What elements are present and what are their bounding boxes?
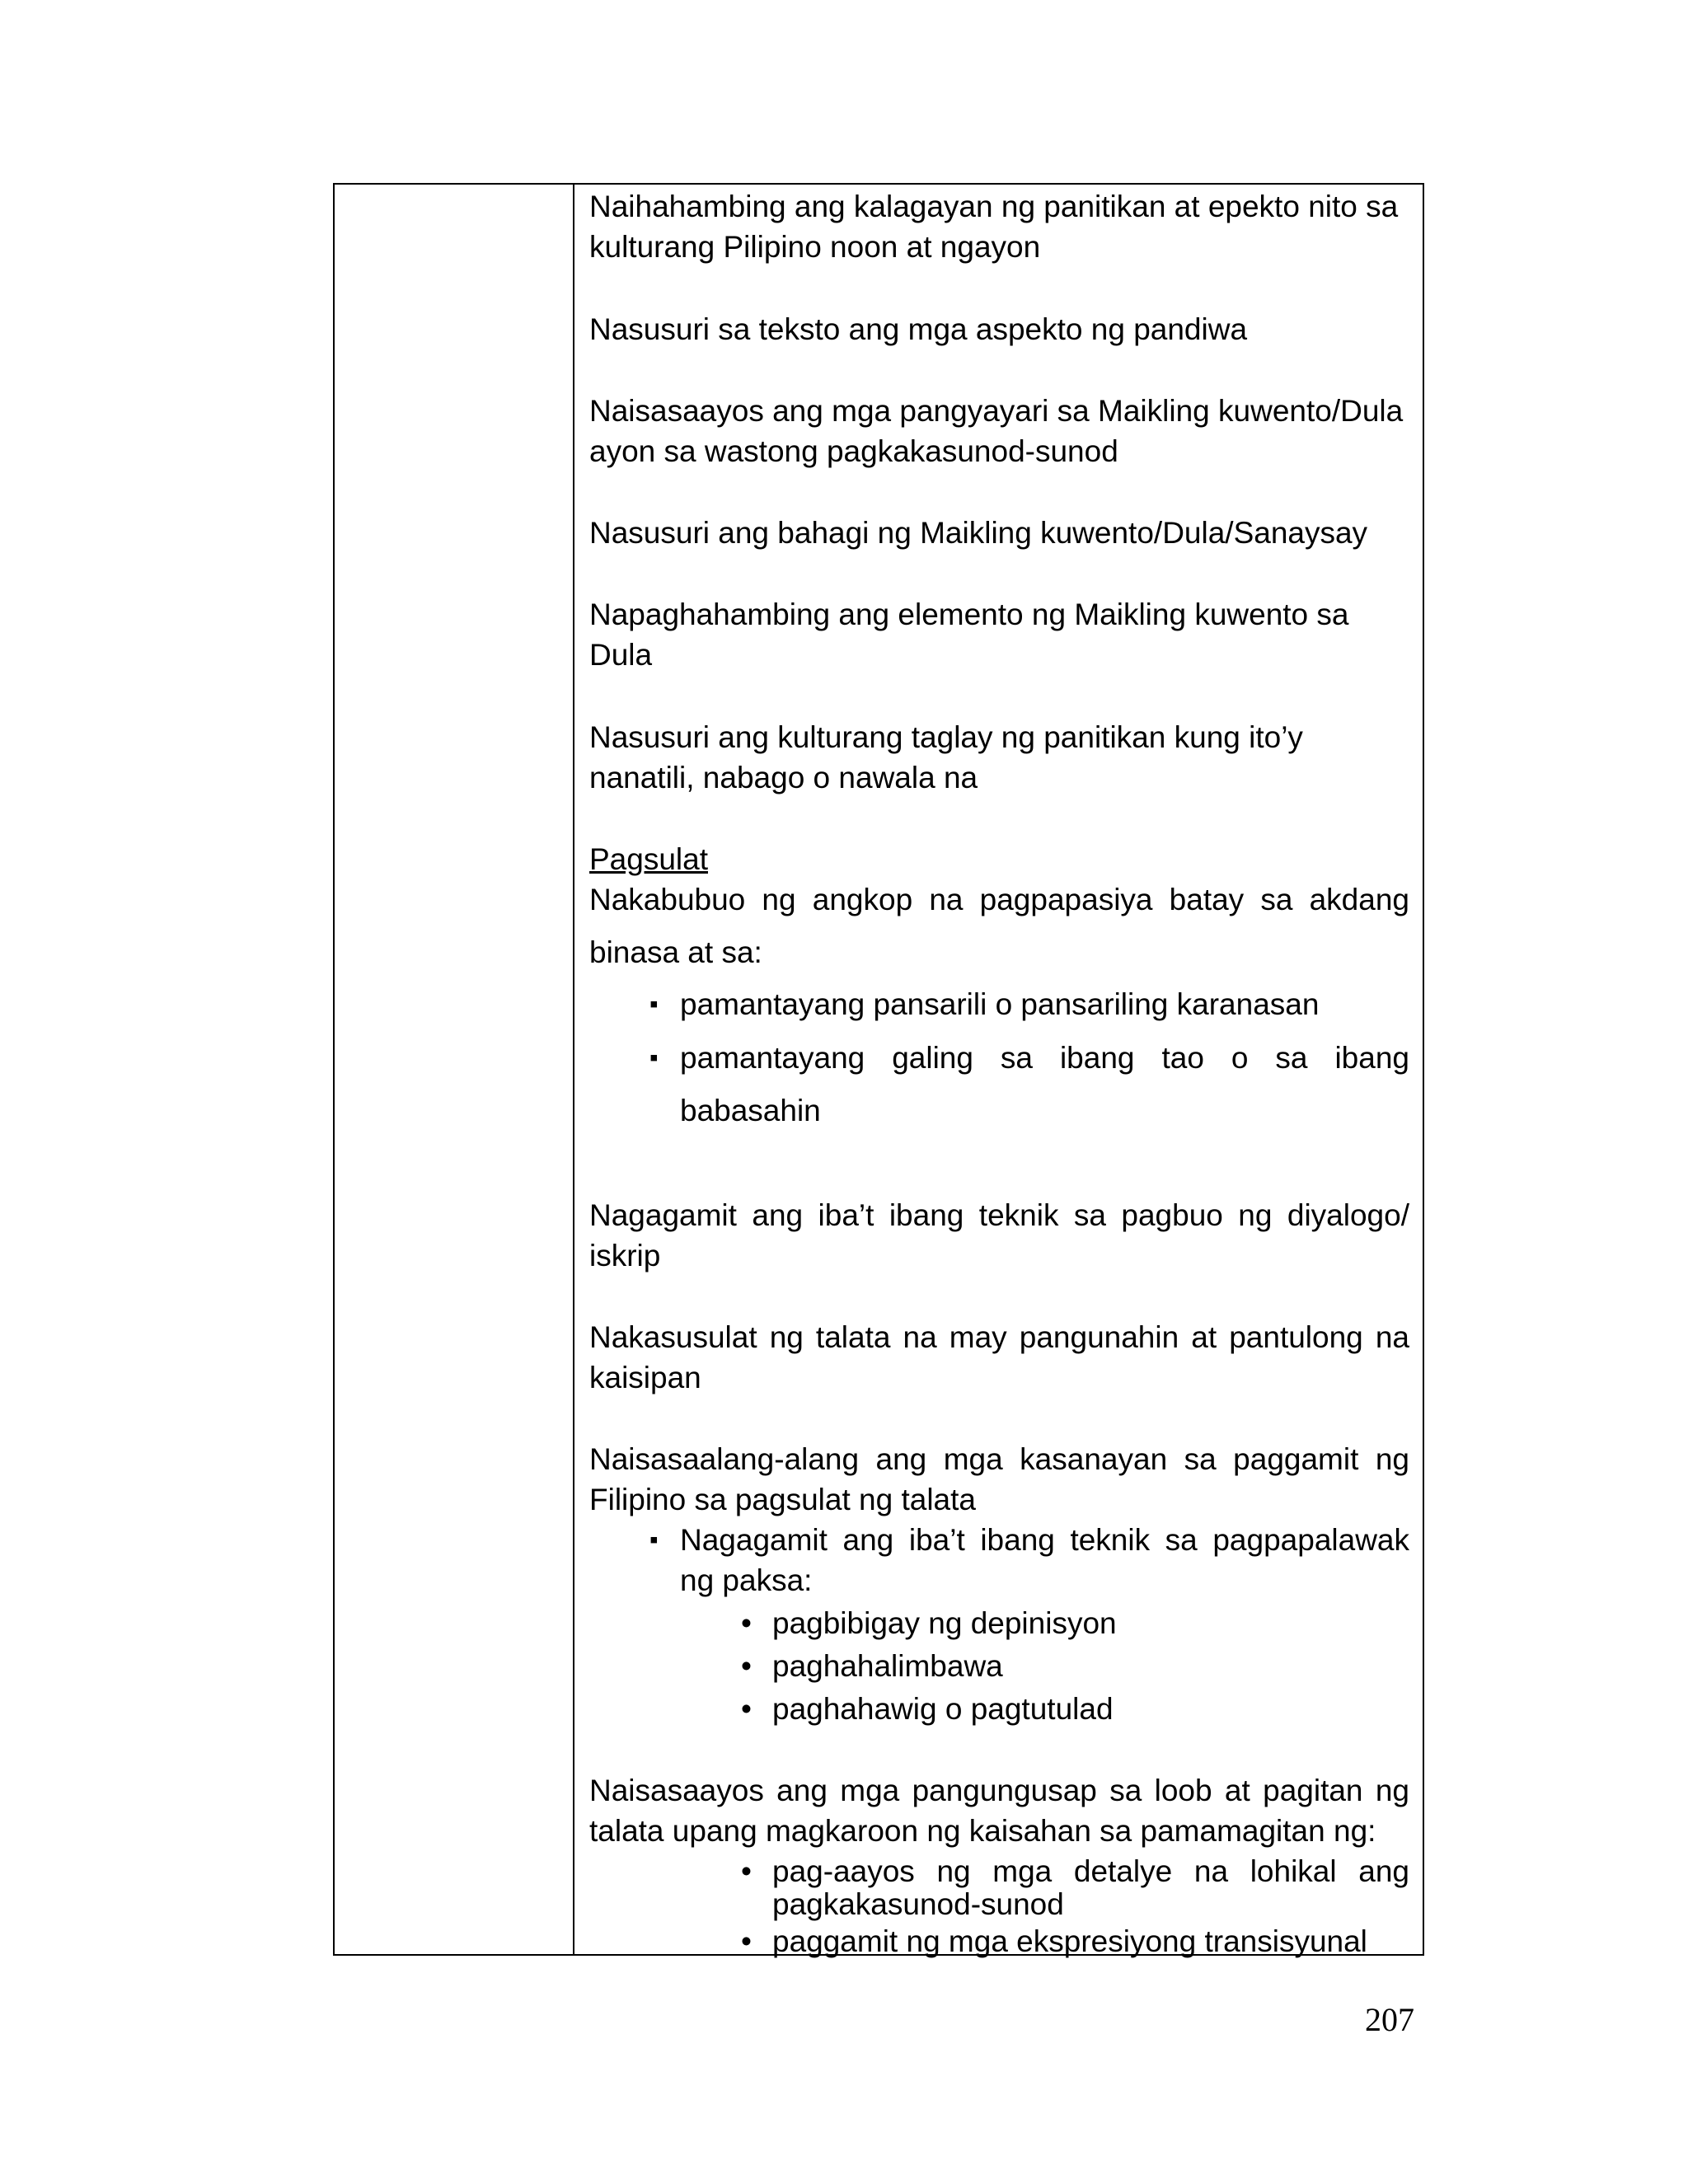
competency-line: Nasusuri sa teksto ang mga aspekto ng pandiwa bbox=[589, 312, 1248, 346]
competency-line: binasa at sa: bbox=[589, 935, 762, 969]
section-heading-pagsulat: Pagsulat bbox=[589, 842, 708, 876]
bullet-item: Nagagamit ang iba’t ibang teknik sa pagpapalawak bbox=[680, 1523, 1409, 1557]
square-bullet-icon: ▪ bbox=[649, 1526, 659, 1554]
round-bullet-icon: • bbox=[741, 1924, 752, 1958]
round-bullet-icon: • bbox=[741, 1606, 752, 1640]
competency-line: iskrip bbox=[589, 1239, 661, 1272]
competency-line: Nakasusulat ng talata na may pangunahin at pantulong na bbox=[589, 1320, 1409, 1354]
competency-line: Naisasaalang-alang ang mga kasanayan sa paggamit ng bbox=[589, 1442, 1409, 1476]
competency-line: Naisasaayos ang mga pangungusap sa loob at pagitan ng bbox=[589, 1774, 1409, 1807]
bullet-item: pamantayang pansarili o pansariling karanasan bbox=[680, 987, 1320, 1021]
competency-line: Nasusuri ang bahagi ng Maikling kuwento/Dula/Sanaysay bbox=[589, 516, 1368, 550]
round-bullet-icon: • bbox=[741, 1692, 752, 1726]
bullet-item: pamantayang galing sa ibang tao o sa ibang bbox=[680, 1041, 1409, 1075]
competency-line: Nagagamit ang iba’t ibang teknik sa pagbuo ng diyalogo/ bbox=[589, 1198, 1409, 1232]
table-right-column bbox=[574, 185, 1423, 1958]
competency-line: Nasusuri ang kulturang taglay ng panitikan kung ito’y bbox=[589, 720, 1303, 754]
table-left-column bbox=[335, 185, 574, 1954]
bullet-item: ng paksa: bbox=[680, 1563, 813, 1597]
competency-line: kulturang Pilipino noon at ngayon bbox=[589, 230, 1041, 264]
competency-line: nanatili, nabago o nawala na bbox=[589, 761, 978, 794]
bullet-item: babasahin bbox=[680, 1094, 821, 1127]
sub-bullet-item: pagkakasunod-sunod bbox=[772, 1887, 1064, 1921]
competency-line: Filipino sa pagsulat ng talata bbox=[589, 1483, 976, 1516]
round-bullet-icon: • bbox=[741, 1854, 752, 1888]
competency-line: Napaghahambing ang elemento ng Maikling kuwento sa bbox=[589, 598, 1349, 631]
square-bullet-icon: ▪ bbox=[649, 1044, 659, 1071]
sub-bullet-item: paggamit ng mga ekspresiyong transisyunal bbox=[772, 1924, 1367, 1958]
page-number: 207 bbox=[1365, 2001, 1414, 2038]
round-bullet-icon: • bbox=[741, 1649, 752, 1683]
competency-line: kaisipan bbox=[589, 1361, 701, 1394]
competency-line: Dula bbox=[589, 638, 653, 672]
sub-bullet-item: paghahawig o pagtutulad bbox=[772, 1692, 1114, 1726]
square-bullet-icon: ▪ bbox=[649, 991, 659, 1018]
sub-bullet-item: paghahalimbawa bbox=[772, 1649, 1003, 1683]
competency-line: Nakabubuo ng angkop na pagpapasiya batay sa akdang bbox=[589, 883, 1409, 916]
competency-line: Naihahambing ang kalagayan ng panitikan at epekto nito sa bbox=[589, 190, 1399, 223]
competency-line: talata upang magkaroon ng kaisahan sa pamamagitan ng: bbox=[589, 1814, 1376, 1848]
sub-bullet-item: pag-aayos ng mga detalye na lohikal ang bbox=[772, 1854, 1409, 1888]
sub-bullet-item: pagbibigay ng depinisyon bbox=[772, 1606, 1117, 1640]
competency-line: ayon sa wastong pagkakasunod-sunod bbox=[589, 434, 1118, 468]
competency-table bbox=[333, 183, 1424, 1956]
competency-line: Naisasaayos ang mga pangyayari sa Maikling kuwento/Dula bbox=[589, 394, 1404, 428]
